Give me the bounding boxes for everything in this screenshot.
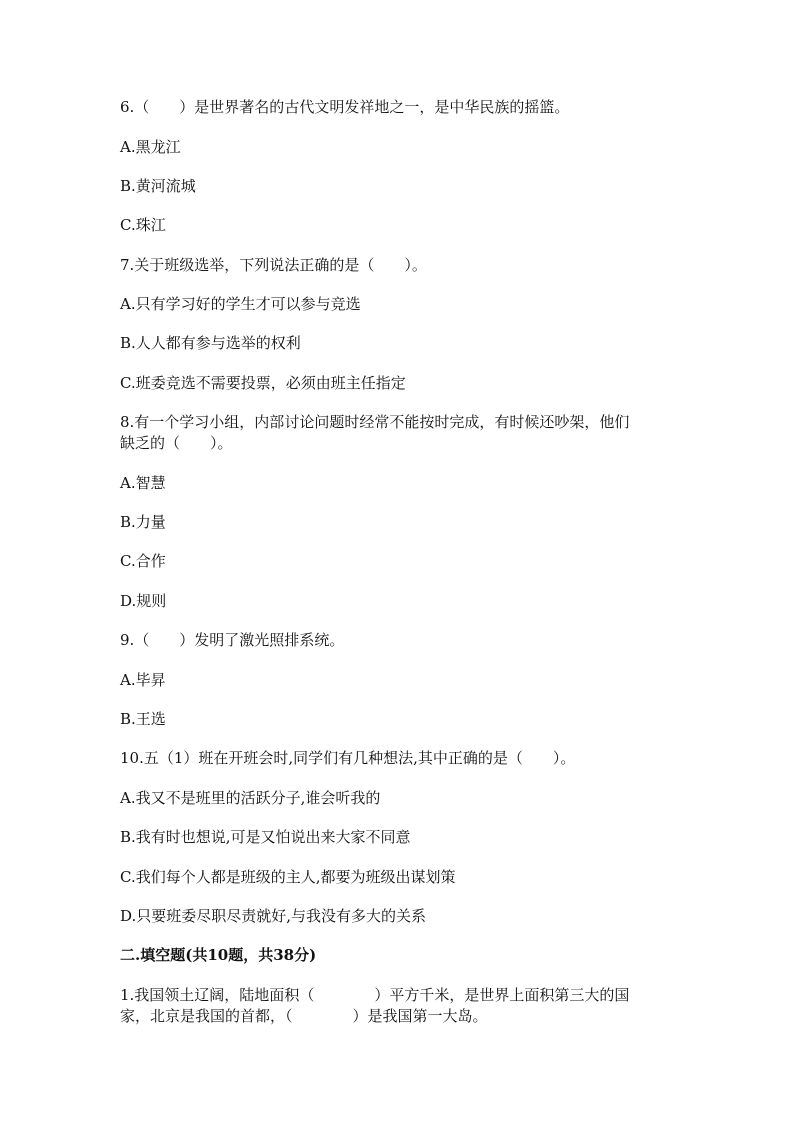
question-7-option-a: A.只有学习好的学生才可以参与竞选 (120, 295, 361, 313)
question-8-option-a: A.智慧 (120, 474, 166, 492)
question-9-option-a: A.毕昇 (120, 671, 166, 689)
question-10-option-a: A.我又不是班里的活跃分子,谁会听我的 (120, 789, 381, 807)
question-6-option-a: A.黑龙江 (120, 138, 181, 156)
question-8-option-d: D.规则 (120, 592, 167, 610)
question-7-stem: 7.关于班级选举，下列说法正确的是（ ）。 (120, 256, 427, 274)
question-8-stem-line-2: 缺乏的（ ）。 (120, 434, 233, 452)
question-10-option-c: C.我们每个人都是班级的主人,都要为班级出谋划策 (120, 868, 456, 886)
question-9-option-b: B.王选 (120, 710, 166, 728)
fill-question-1-line-2: 家，北京是我国的首都，（ ）是我国第一大岛。 (120, 1007, 488, 1025)
question-6-option-c: C.珠江 (120, 216, 166, 234)
question-10-option-b: B.我有时也想说,可是又怕说出来大家不同意 (120, 828, 411, 846)
question-7-option-b: B.人人都有参与选举的权利 (120, 334, 301, 352)
question-9-stem: 9.（ ）发明了激光照排系统。 (120, 631, 345, 649)
question-7-option-c: C.班委竞选不需要投票，必须由班主任指定 (120, 374, 406, 392)
question-10-stem: 10.五（1）班在开班会时,同学们有几种想法,其中正确的是（ ）。 (120, 749, 576, 767)
fill-question-1-line-1: 1.我国领土辽阔，陆地面积（ ）平方千米，是世界上面积第三大的国 (120, 986, 630, 1004)
question-6-stem: 6.（ ）是世界著名的古代文明发祥地之一，是中华民族的摇篮。 (120, 98, 570, 116)
question-8-stem-line-1: 8.有一个学习小组，内部讨论问题时经常不能按时完成，有时候还吵架，他们 (120, 413, 630, 431)
question-10-option-d: D.只要班委尽职尽责就好,与我没有多大的关系 (120, 907, 427, 925)
question-8-option-c: C.合作 (120, 552, 166, 570)
question-8-option-b: B.力量 (120, 513, 166, 531)
question-6-option-b: B.黄河流城 (120, 177, 196, 195)
section-2-title: 二.填空题(共10题，共38分) (120, 946, 317, 964)
